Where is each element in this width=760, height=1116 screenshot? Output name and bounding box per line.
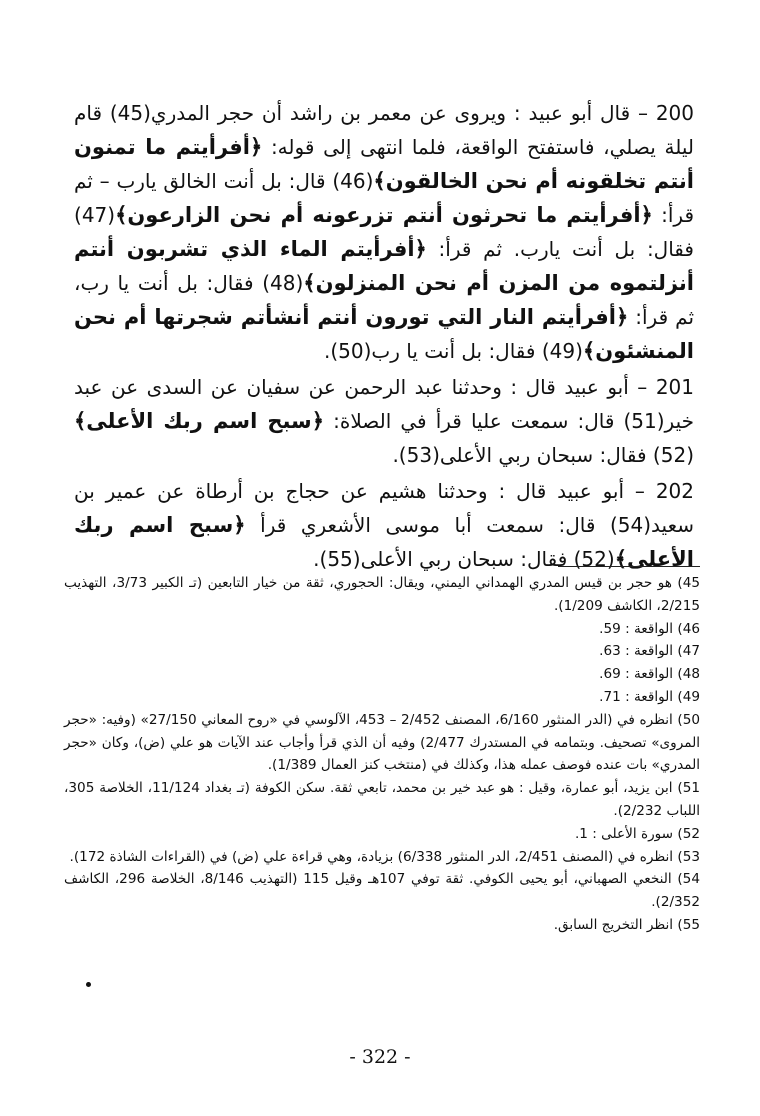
narration-text: (47) فقال: بل أنت يارب. ثم قرأ: <box>74 203 694 261</box>
narration-text: 201 – أبو عبيد قال : وحدثنا عبد الرحمن عن سفيان عن السدى عن عبد خير(51) قال: سمعت عليا قرأ في الصلاة: <box>74 375 694 433</box>
narration-text: (52) فقال: سبحان ربي الأعلى(53). <box>392 443 694 467</box>
footnote: 51) ابن يزيد، أبو عمارة، وقيل : هو عبد خير بن محمد، تابعي ثقة. سكن الكوفة (تـ بغداد 11/124، الخلاصة 305، اللباب 2/232). <box>64 780 700 819</box>
narration-text: (52) فقال: سبحان ربي الأعلى(55). <box>313 547 615 571</box>
page-number: - 322 - <box>349 1046 411 1068</box>
narration-text: (48) فقال: بل أنت يا رب، ثم قرأ: <box>74 271 695 329</box>
quran-verse: ﴿أفرأيتم النار التي تورون أنتم أنشأتم شجرتها أم نحن المنشئون﴾ <box>74 305 694 363</box>
footnote: 54) النخعي الصهباني، أبو يحيى الكوفي. ثقة توفي 107هـ وقيل 115 (التهذيب 8/146، الخلاصة 296، الكاشف 2/352). <box>64 871 700 911</box>
quran-verse: ﴿سبح اسم ربك الأعلى﴾ <box>74 409 324 433</box>
footnote: 48) الواقعة : 69. <box>599 666 700 683</box>
footnote: 52) سورة الأعلى : 1. <box>574 825 700 842</box>
footnotes <box>64 572 700 937</box>
footnote-separator <box>558 566 700 567</box>
hadith-paragraph <box>74 474 694 576</box>
narration-text: 202 – أبو عبيد قال : وحدثنا هشيم عن حجاج بن أرطاة عن عمير بن سعيد(54) قال: سمعت أبا موسى الأشعري قرأ <box>74 479 694 537</box>
footnote: 46) الواقعة : 59. <box>599 620 700 637</box>
footnote: 49) الواقعة : 71. <box>599 688 700 705</box>
narration-text: (46) قال: بل أنت الخالق يارب – ثم قرأ: <box>74 169 694 227</box>
quran-verse: ﴿سبح اسم ربك الأعلى﴾ <box>74 513 694 571</box>
footnote: 47) الواقعة : 63. <box>599 643 700 660</box>
footnote: 53) انظره في (المصنف 2/451، الدر المنثور 6/338) بزيادة، وهي قراءة علي (ض) في (القراءات الشاذة 172). <box>69 848 700 865</box>
quran-verse: ﴿أفرأيتم ما تمنون أنتم تخلقونه أم نحن الخالقون﴾ <box>74 135 694 193</box>
quran-verse: ﴿أفرأيتم ما تحرثون أنتم تزرعونه أم نحن الزارعون﴾ <box>115 203 653 227</box>
footnote: 50) انظره في (الدر المنثور 6/160، المصنف 2/452 – 453، الآلوسي في «روح المعاني 27/150» (وفيه: «حجر المروى» تصحيف. وبتمامه في المستدرك 2/477) وفيه أن الذي قرأ وأجاب عند الآيات هو علي (ض)، وكان «حجر المدري» بات عنده فوصف عمله هذا، وكذلك في (منتخب كنز العمال 1/389). <box>64 711 701 774</box>
footnote: 55) انظر التخريج السابق. <box>553 916 700 933</box>
main-text <box>74 96 694 578</box>
narration-text: (49) فقال: بل أنت يا رب(50). <box>323 339 583 363</box>
footnote: 45) هو حجر بن قيس المدري الهمداني اليمني، ويقال: الحجوري، ثقة من خيار التابعين (تـ الكبير 3/73، التهذيب 2/215، الكاشف 1/209). <box>64 575 701 614</box>
hadith-paragraph <box>74 96 694 368</box>
stray-dot <box>86 982 91 987</box>
narration-text: 200 – قال أبو عبيد : ويروى عن معمر بن راشد أن حجر المدري(45) قام ليلة يصلي، فاستفتح الواقعة، فلما انتهى إلى قوله: <box>74 101 695 159</box>
quran-verse: ﴿أفرأيتم الماء الذي تشربون أنتم أنزلتموه من المزن أم نحن المنزلون﴾ <box>74 237 694 295</box>
hadith-paragraph <box>74 370 694 472</box>
